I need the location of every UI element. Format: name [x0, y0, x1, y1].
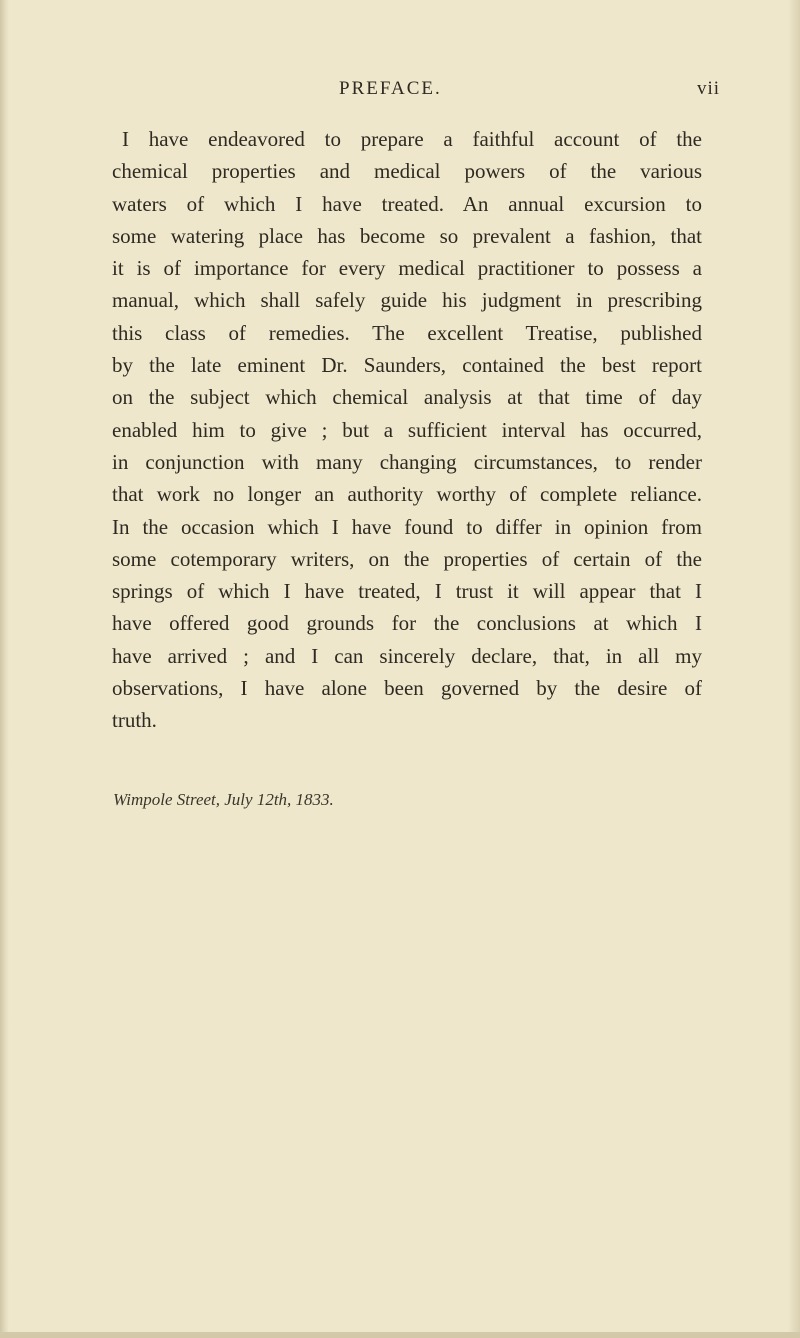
text-line: in conjunction with many changing circumstances, to render — [112, 449, 702, 474]
page-header — [0, 78, 800, 108]
text-line: manual, which shall safely guide his judgment in prescribing — [112, 288, 702, 313]
text-line: observations, I have alone been governed by the desire of — [112, 676, 702, 701]
text-line: have arrived ; and I can sincerely declare, that, in all my — [112, 643, 702, 668]
text-line: truth. — [112, 708, 157, 733]
text-line: enabled him to give ; but a sufficient interval has occurred, — [112, 417, 702, 442]
text-line: some cotemporary writers, on the properties of certain of the — [112, 546, 702, 571]
text-line: waters of which I have treated. An annual excursion to — [112, 191, 702, 216]
text-line: chemical properties and medical powers of the various — [112, 159, 702, 184]
preface-paragraph — [112, 123, 702, 737]
text-line: it is of importance for every medical practitioner to possess a — [112, 256, 702, 281]
page-binding-shadow — [0, 0, 9, 1338]
text-line: some watering place has become so prevalent a fashion, that — [112, 223, 702, 248]
page-number: vii — [697, 78, 721, 99]
signature-line: Wimpole Street, July 12th, 1833. — [113, 790, 334, 809]
page-edge-shadow — [788, 0, 800, 1338]
text-line: this class of remedies. The excellent Treatise, published — [112, 320, 702, 345]
running-title: PREFACE. — [339, 78, 442, 99]
text-line: I have endeavored to prepare a faithful account of the — [122, 127, 702, 151]
text-line: have offered good grounds for the conclusions at which I — [112, 611, 702, 636]
text-line: In the occasion which I have found to differ in opinion from — [112, 514, 702, 539]
page-bottom-edge — [0, 1332, 800, 1338]
text-line: springs of which I have treated, I trust it will appear that I — [112, 579, 702, 604]
text-line: that work no longer an authority worthy of complete reliance. — [112, 482, 702, 507]
text-line: by the late eminent Dr. Saunders, contained the best report — [112, 353, 702, 378]
text-line: on the subject which chemical analysis at that time of day — [112, 385, 702, 410]
